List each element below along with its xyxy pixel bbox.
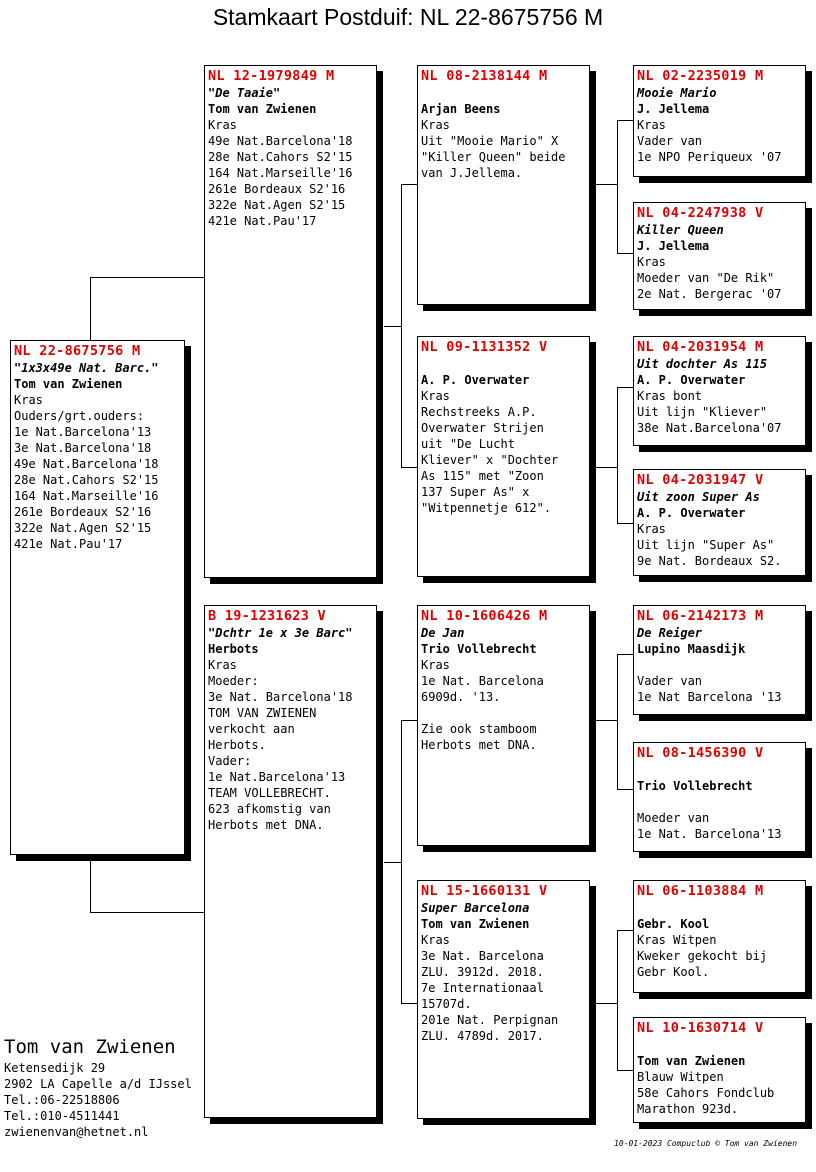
detail-line: 421e Nat.Pau'17 bbox=[208, 214, 317, 228]
breeder-email: zwienenvan@hetnet.nl bbox=[4, 1125, 149, 1139]
detail-line: TOM VAN ZWIENEN bbox=[208, 706, 317, 720]
ring-number: NL 06-2142173 M bbox=[637, 608, 764, 624]
detail-line: 28e Nat.Cahors S2'15 bbox=[208, 150, 353, 164]
detail-line: Overwater Strijen bbox=[421, 421, 544, 435]
detail-line: Uit "Mooie Mario" X bbox=[421, 134, 559, 148]
owner-name: Tom van Zwienen bbox=[14, 377, 123, 391]
owner-name: Arjan Beens bbox=[421, 102, 501, 116]
detail-line: Moeder van bbox=[637, 811, 710, 825]
connector-line bbox=[401, 720, 402, 1003]
owner-name: Gebr. Kool bbox=[637, 917, 710, 931]
breeder-phone-mobile: Tel.:06-22518806 bbox=[4, 1093, 120, 1107]
detail-line: Gebr Kool. bbox=[637, 965, 710, 979]
pedigree-card-mother bbox=[204, 605, 377, 1118]
connector-line bbox=[617, 654, 633, 655]
owner-name: Tom van Zwienen bbox=[637, 1054, 746, 1068]
detail-line: 6909d. '13. bbox=[421, 690, 501, 704]
pedigree-card-mf bbox=[417, 605, 590, 846]
pedigree-card-mff bbox=[633, 605, 806, 715]
connector-line bbox=[590, 467, 617, 468]
connector-line bbox=[90, 912, 204, 913]
detail-line: 1e Nat Barcelona '13 bbox=[637, 690, 782, 704]
detail-line: 261e Bordeaux S2'16 bbox=[14, 505, 152, 519]
detail-line: 1e NPO Periqueux '07 bbox=[637, 150, 782, 164]
detail-line: Marathon 923d. bbox=[637, 1102, 739, 1116]
connector-line bbox=[401, 467, 417, 468]
connector-line bbox=[617, 387, 633, 388]
owner-name: Trio Vollebrecht bbox=[637, 779, 753, 793]
detail-line: uit "De Lucht bbox=[421, 437, 515, 451]
detail-line: As 115" met "Zoon bbox=[421, 469, 544, 483]
connector-line bbox=[617, 1070, 633, 1071]
detail-line: Kras bbox=[637, 118, 666, 132]
detail-line: 201e Nat. Perpignan bbox=[421, 1013, 559, 1027]
breeder-info bbox=[4, 1036, 192, 1140]
pigeon-name: Uit zoon Super As bbox=[637, 490, 760, 504]
detail-line: 261e Bordeaux S2'16 bbox=[208, 182, 346, 196]
detail-line: Kras bbox=[421, 389, 450, 403]
owner-name: J. Jellema bbox=[637, 239, 710, 253]
detail-line: van J.Jellema. bbox=[421, 166, 523, 180]
pedigree-card-fmf bbox=[633, 336, 806, 446]
owner-name: Lupino Maasdijk bbox=[637, 642, 746, 656]
detail-line: Vader van bbox=[637, 134, 703, 148]
connector-line bbox=[90, 854, 91, 912]
detail-line: Uit lijn "Super As" bbox=[637, 538, 775, 552]
detail-line: Kliever" x "Dochter bbox=[421, 453, 559, 467]
owner-name: Trio Vollebrecht bbox=[421, 642, 537, 656]
breeder-phone: Tel.:010-4511441 bbox=[4, 1109, 120, 1123]
detail-line: Kras bbox=[637, 522, 666, 536]
detail-line bbox=[421, 705, 586, 721]
connector-line bbox=[590, 184, 617, 185]
owner-name: A. P. Overwater bbox=[637, 373, 746, 387]
detail-line: 28e Nat.Cahors S2'15 bbox=[14, 473, 159, 487]
connector-line bbox=[384, 326, 401, 327]
pigeon-name: "Dchtr 1e x 3e Barc" bbox=[208, 626, 353, 640]
detail-line: verkocht aan bbox=[208, 722, 295, 736]
ring-number: NL 22-8675756 M bbox=[14, 343, 141, 359]
detail-line: TEAM VOLLEBRECHT. bbox=[208, 786, 331, 800]
pigeon-name: "De Taaie" bbox=[208, 86, 281, 100]
pigeon-name bbox=[637, 900, 802, 916]
detail-line: 49e Nat.Barcelona'18 bbox=[208, 134, 353, 148]
detail-line: 137 Super As" x bbox=[421, 485, 530, 499]
detail-line: 1e Nat. Barcelona'13 bbox=[637, 827, 782, 841]
detail-line: 2e Nat. Bergerac '07 bbox=[637, 287, 782, 301]
owner-name: Tom van Zwienen bbox=[421, 917, 530, 931]
ring-number: NL 09-1131352 V bbox=[421, 339, 548, 355]
connector-line bbox=[401, 1003, 417, 1004]
detail-line: Moeder: bbox=[208, 674, 259, 688]
pigeon-name: Uit dochter As 115 bbox=[637, 357, 768, 371]
detail-line: 322e Nat.Agen S2'15 bbox=[208, 198, 346, 212]
breeder-city: 2902 LA Capelle a/d IJssel bbox=[4, 1077, 192, 1091]
pedigree-card-fmm bbox=[633, 469, 806, 576]
detail-line: Blauw Witpen bbox=[637, 1070, 724, 1084]
detail-line: Kras bbox=[637, 255, 666, 269]
detail-line: Kras bbox=[208, 658, 237, 672]
pigeon-name: De Reiger bbox=[637, 626, 703, 640]
connector-line bbox=[401, 184, 402, 467]
ring-number: NL 08-1456390 V bbox=[637, 745, 764, 761]
detail-line: 421e Nat.Pau'17 bbox=[14, 537, 123, 551]
owner-name: A. P. Overwater bbox=[637, 506, 746, 520]
pigeon-name bbox=[421, 356, 586, 372]
detail-line: Herbots. bbox=[208, 738, 266, 752]
detail-line: Kras bbox=[421, 933, 450, 947]
pedigree-card-ff bbox=[417, 65, 590, 305]
connector-line bbox=[617, 253, 633, 254]
pigeon-name bbox=[637, 762, 802, 778]
connector-line bbox=[384, 862, 401, 863]
pedigree-card-mfm bbox=[633, 742, 806, 852]
pedigree-card-fff bbox=[633, 65, 806, 177]
pigeon-name: De Jan bbox=[421, 626, 465, 640]
pedigree-card-main bbox=[10, 340, 185, 855]
detail-line: ZLU. 3912d. 2018. bbox=[421, 965, 544, 979]
ring-number: NL 10-1606426 M bbox=[421, 608, 548, 624]
ring-number: NL 04-2031947 V bbox=[637, 472, 764, 488]
connector-line bbox=[617, 120, 633, 121]
detail-line: 58e Cahors Fondclub bbox=[637, 1086, 775, 1100]
detail-line: 322e Nat.Agen S2'15 bbox=[14, 521, 152, 535]
detail-line bbox=[637, 657, 802, 673]
connector-line bbox=[617, 387, 618, 523]
detail-line: 164 Nat.Marseille'16 bbox=[14, 489, 159, 503]
pedigree-card-mm bbox=[417, 880, 590, 1119]
detail-line: 164 Nat.Marseille'16 bbox=[208, 166, 353, 180]
detail-line: "Witpennetje 612". bbox=[421, 501, 552, 515]
detail-line: Vader: bbox=[208, 754, 252, 768]
detail-line: 3e Nat.Barcelona'18 bbox=[14, 441, 152, 455]
breeder-name: Tom van Zwienen bbox=[4, 1036, 176, 1058]
pedigree-card-ffm bbox=[633, 202, 806, 310]
detail-line: 3e Nat. Barcelona'18 bbox=[208, 690, 353, 704]
pigeon-name: Killer Queen bbox=[637, 223, 724, 237]
connector-line bbox=[617, 930, 618, 1070]
footer-credit: 10-01-2023 Compuclub © Tom van Zwienen bbox=[614, 1139, 798, 1148]
detail-line: Rechstreeks A.P. bbox=[421, 405, 537, 419]
ring-number: NL 04-2247938 V bbox=[637, 205, 764, 221]
detail-line: "Killer Queen" beide bbox=[421, 150, 566, 164]
detail-line: Herbots met DNA. bbox=[421, 738, 537, 752]
pigeon-name bbox=[637, 1037, 802, 1053]
connector-line bbox=[590, 1003, 617, 1004]
detail-line: Kras bbox=[14, 393, 43, 407]
detail-line: 49e Nat.Barcelona'18 bbox=[14, 457, 159, 471]
connector-line bbox=[401, 184, 417, 185]
connector-line bbox=[590, 720, 617, 721]
detail-line: Kweker gekocht bij bbox=[637, 949, 768, 963]
detail-line: Kras bbox=[208, 118, 237, 132]
ring-number: NL 08-2138144 M bbox=[421, 68, 548, 84]
ring-number: NL 04-2031954 M bbox=[637, 339, 764, 355]
ring-number: NL 06-1103884 M bbox=[637, 883, 764, 899]
detail-line: Herbots met DNA. bbox=[208, 818, 324, 832]
connector-line bbox=[617, 120, 618, 253]
connector-line bbox=[617, 789, 633, 790]
detail-line: 7e Internationaal bbox=[421, 981, 544, 995]
connector-line bbox=[617, 930, 633, 931]
ring-number: B 19-1231623 V bbox=[208, 608, 326, 624]
detail-line: 1e Nat.Barcelona'13 bbox=[14, 425, 152, 439]
detail-line: 38e Nat.Barcelona'07 bbox=[637, 421, 782, 435]
pedigree-card-mmm bbox=[633, 1017, 806, 1123]
detail-line: 9e Nat. Bordeaux S2. bbox=[637, 554, 782, 568]
connector-line bbox=[617, 654, 618, 789]
detail-line: Vader van bbox=[637, 674, 703, 688]
connector-line bbox=[617, 523, 633, 524]
detail-line: 15707d. bbox=[421, 997, 472, 1011]
pigeon-name: Mooie Mario bbox=[637, 86, 717, 100]
breeder-address: Ketensedijk 29 bbox=[4, 1061, 106, 1075]
page-title: Stamkaart Postduif: NL 22-8675756 M bbox=[212, 4, 604, 30]
pedigree-card-father bbox=[204, 65, 377, 578]
detail-line: Moeder van "De Rik" bbox=[637, 271, 775, 285]
pigeon-name bbox=[421, 85, 586, 101]
connector-line bbox=[401, 720, 417, 721]
pedigree-card-mmf bbox=[633, 880, 806, 993]
detail-line: 623 afkomstig van bbox=[208, 802, 331, 816]
owner-name: J. Jellema bbox=[637, 102, 710, 116]
ring-number: NL 12-1979849 M bbox=[208, 68, 335, 84]
detail-line: 3e Nat. Barcelona bbox=[421, 949, 544, 963]
pedigree-card-fm bbox=[417, 336, 590, 577]
detail-line: Uit lijn "Kliever" bbox=[637, 405, 768, 419]
detail-line bbox=[637, 794, 802, 810]
connector-line bbox=[90, 277, 91, 341]
pigeon-name: "1x3x49e Nat. Barc." bbox=[14, 361, 159, 375]
detail-line: Kras bbox=[421, 658, 450, 672]
detail-line: Kras bbox=[421, 118, 450, 132]
ring-number: NL 10-1630714 V bbox=[637, 1020, 764, 1036]
detail-line: Zie ook stamboom bbox=[421, 722, 537, 736]
owner-name: Tom van Zwienen bbox=[208, 102, 317, 116]
owner-name: A. P. Overwater bbox=[421, 373, 530, 387]
detail-line: Ouders/grt.ouders: bbox=[14, 409, 145, 423]
connector-line bbox=[90, 277, 204, 278]
detail-line: Kras bont bbox=[637, 389, 703, 403]
ring-number: NL 02-2235019 M bbox=[637, 68, 764, 84]
ring-number: NL 15-1660131 V bbox=[421, 883, 548, 899]
pigeon-name: Super Barcelona bbox=[421, 901, 530, 915]
detail-line: 1e Nat. Barcelona bbox=[421, 674, 544, 688]
owner-name: Herbots bbox=[208, 642, 259, 656]
detail-line: Kras Witpen bbox=[637, 933, 717, 947]
detail-line: 1e Nat.Barcelona'13 bbox=[208, 770, 346, 784]
detail-line: ZLU. 4789d. 2017. bbox=[421, 1029, 544, 1043]
